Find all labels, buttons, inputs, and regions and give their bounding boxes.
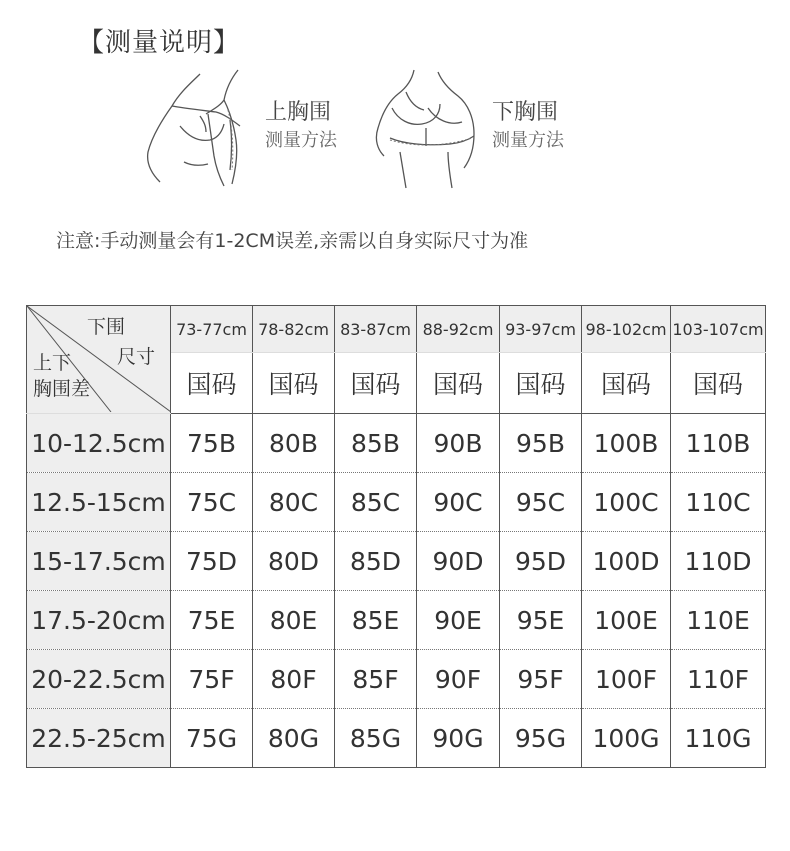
size-cell: 95B xyxy=(500,414,582,473)
size-cell: 110F xyxy=(671,650,766,709)
size-cell: 85E xyxy=(335,591,417,650)
table-row xyxy=(27,532,766,591)
under-bust-label: 下胸围 xyxy=(492,100,559,125)
table-row xyxy=(27,591,766,650)
table-corner-cell xyxy=(27,306,171,414)
upper-bust-label: 上胸围 xyxy=(265,100,332,125)
guoma-label: 国码 xyxy=(335,353,417,414)
corner-label-diff-2: 胸围差 xyxy=(33,378,91,400)
table-row xyxy=(27,473,766,532)
size-cell: 90B xyxy=(417,414,500,473)
size-cell: 100F xyxy=(582,650,671,709)
bust-diff-cell: 22.5-25cm xyxy=(27,709,171,768)
size-cell: 95D xyxy=(500,532,582,591)
guoma-label: 国码 xyxy=(171,353,253,414)
under-bust-range: 78-82cm xyxy=(253,306,335,353)
size-cell: 80C xyxy=(253,473,335,532)
size-cell: 90D xyxy=(417,532,500,591)
size-cell: 80F xyxy=(253,650,335,709)
size-cell: 100D xyxy=(582,532,671,591)
upper-bust-measure-illustration xyxy=(140,66,260,190)
size-cell: 100G xyxy=(582,709,671,768)
size-cell: 75C xyxy=(171,473,253,532)
size-cell: 110C xyxy=(671,473,766,532)
under-bust-range: 93-97cm xyxy=(500,306,582,353)
under-bust-measure-illustration xyxy=(370,68,482,190)
size-cell: 85G xyxy=(335,709,417,768)
size-cell: 90E xyxy=(417,591,500,650)
size-cell: 85C xyxy=(335,473,417,532)
size-cell: 100C xyxy=(582,473,671,532)
bust-diff-cell: 12.5-15cm xyxy=(27,473,171,532)
size-cell: 80G xyxy=(253,709,335,768)
size-cell: 85B xyxy=(335,414,417,473)
bust-diff-cell: 15-17.5cm xyxy=(27,532,171,591)
bust-diff-cell: 10-12.5cm xyxy=(27,414,171,473)
bust-diff-cell: 20-22.5cm xyxy=(27,650,171,709)
under-bust-header-row xyxy=(27,306,766,353)
under-bust-range: 73-77cm xyxy=(171,306,253,353)
size-cell: 80B xyxy=(253,414,335,473)
size-cell: 75G xyxy=(171,709,253,768)
under-bust-range: 98-102cm xyxy=(582,306,671,353)
size-cell: 75E xyxy=(171,591,253,650)
upper-bust-sub: 测量方法 xyxy=(265,130,337,151)
size-cell: 80D xyxy=(253,532,335,591)
size-cell: 110G xyxy=(671,709,766,768)
size-cell: 85F xyxy=(335,650,417,709)
under-bust-sub: 测量方法 xyxy=(492,130,564,151)
guoma-label: 国码 xyxy=(417,353,500,414)
under-bust-range: 88-92cm xyxy=(417,306,500,353)
guoma-label: 国码 xyxy=(500,353,582,414)
bust-diff-cell: 17.5-20cm xyxy=(27,591,171,650)
size-cell: 80E xyxy=(253,591,335,650)
size-cell: 95E xyxy=(500,591,582,650)
size-cell: 85D xyxy=(335,532,417,591)
size-chart-table xyxy=(26,305,766,768)
table-row xyxy=(27,709,766,768)
table-row xyxy=(27,650,766,709)
size-cell: 90C xyxy=(417,473,500,532)
size-cell: 95C xyxy=(500,473,582,532)
size-cell: 95G xyxy=(500,709,582,768)
corner-label-diff-1: 上下 xyxy=(33,352,72,374)
size-cell: 75D xyxy=(171,532,253,591)
guoma-label: 国码 xyxy=(671,353,766,414)
corner-label-under-bust: 下围 xyxy=(87,316,126,338)
under-bust-range: 83-87cm xyxy=(335,306,417,353)
size-cell: 100B xyxy=(582,414,671,473)
size-cell: 110D xyxy=(671,532,766,591)
measurement-note: 注意:手动测量会有1-2CM误差,亲需以自身实际尺寸为准 xyxy=(56,230,529,252)
size-cell: 75B xyxy=(171,414,253,473)
corner-label-size: 尺寸 xyxy=(117,346,156,368)
size-cell: 110E xyxy=(671,591,766,650)
size-cell: 100E xyxy=(582,591,671,650)
guoma-label: 国码 xyxy=(253,353,335,414)
size-cell: 95F xyxy=(500,650,582,709)
size-cell: 110B xyxy=(671,414,766,473)
table-row xyxy=(27,414,766,473)
page-title: 【测量说明】 xyxy=(78,28,241,58)
size-cell: 75F xyxy=(171,650,253,709)
size-cell: 90F xyxy=(417,650,500,709)
under-bust-range: 103-107cm xyxy=(671,306,766,353)
size-cell: 90G xyxy=(417,709,500,768)
guoma-label: 国码 xyxy=(582,353,671,414)
